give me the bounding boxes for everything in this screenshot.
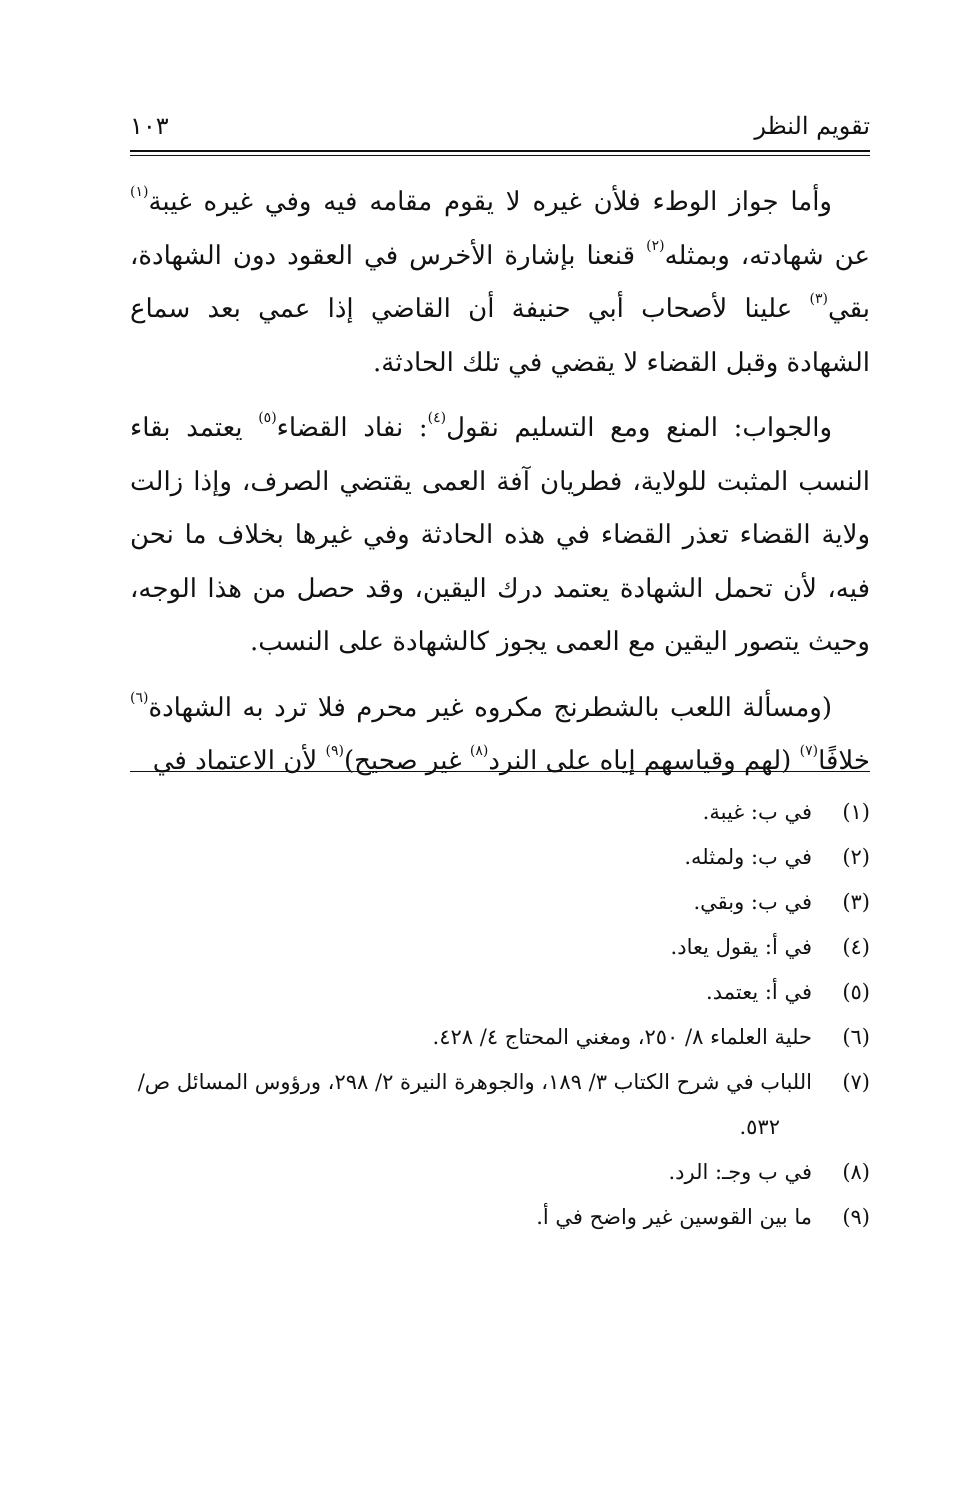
paragraph [130, 402, 870, 670]
footnote-text: في ب وجـ: الرد. [668, 1160, 812, 1184]
footnote-marker: (٩) [325, 743, 344, 759]
footnotes-list [130, 790, 870, 1240]
running-title: تقويم النظر [754, 112, 870, 140]
footnote-marker: (٥) [258, 410, 277, 426]
main-text [130, 176, 870, 789]
footnote-number: (٥) [842, 980, 870, 1004]
header-rule-thin [130, 155, 870, 156]
footnote-text: في ب: ولمثله. [684, 845, 812, 869]
text-run: غير صحيح) [343, 746, 470, 776]
footnote-item [130, 1015, 870, 1060]
footnote-number: (٤) [842, 935, 870, 959]
text-run: يعتمد بقاء النسب المثبت للولاية، فطريان آفة العمى يقتضي الصرف، وإذا زالت ولاية القضاء تعذر القضاء في هذه الحادثة وفي غيرها بخلاف ما نحن فيه، لأن تحمل الشهادة يعتمد درك اليقين، وقد حصل من هذا الوجه، وحيث يتصور اليقين مع العمى يجوز كالشهادة على النسب. [130, 413, 870, 657]
footnote-item [130, 970, 870, 1015]
running-header [130, 112, 870, 146]
footnote-marker: (٢) [646, 237, 665, 254]
footnote-marker: (٤) [427, 410, 447, 426]
footnote-text: حلية العلماء ٨/ ٢٥٠، ومغني المحتاج ٤/ ٤٢٨. [432, 1025, 812, 1049]
footnote-text: في أ: يقول يعاد. [670, 935, 812, 959]
text-run: (ومسألة اللعب بالشطرنج مكروه غير محرم فلا ترد به الشهادة [148, 692, 832, 723]
footnote-marker: (٣) [809, 291, 828, 307]
text-run: عن شهادته، وبمثله [664, 240, 870, 271]
footnote-text: اللباب في شرح الكتاب ٣/ ١٨٩، والجوهرة النيرة ٢/ ٢٩٨، ورؤوس المسائل ص/ ٥٣٢. [137, 1070, 812, 1139]
footnote-number: (٧) [842, 1070, 870, 1094]
footnote-number: (٦) [842, 1025, 870, 1049]
footnote-item [130, 1150, 870, 1195]
footnote-item [130, 835, 870, 880]
footnote-text: ما بين القوسين غير واضح في أ. [536, 1205, 812, 1229]
text-run: وأما جواز الوطء فلأن غيره لا يقوم مقامه فيه وفي غيره غيبة [148, 187, 832, 217]
footnote-text: في ب: غيبة. [702, 800, 812, 824]
footnote-number: (٩) [842, 1205, 870, 1229]
footnote-marker: (٨) [469, 743, 489, 759]
text-run: قنعنا بإشارة الأخرس في العقود دون الشهادة، بقي [130, 240, 870, 324]
text-run: والجواب: المنع ومع التسليم نقول [446, 413, 832, 443]
footnote-number: (٢) [842, 845, 870, 869]
footnote-number: (١) [842, 800, 870, 824]
header-rule-thick [130, 150, 870, 152]
text-run: (لهم وقياسهم إياه على النرد [488, 746, 800, 776]
footnote-separator [130, 771, 870, 772]
page-number: ١٠٣ [130, 112, 169, 140]
footnote-item [130, 790, 870, 835]
footnote-item [130, 925, 870, 970]
paragraph [130, 176, 870, 390]
footnote-text: في أ: يعتمد. [706, 980, 812, 1004]
text-run: خلافًا [818, 746, 870, 776]
footnote-marker: (٦) [130, 689, 149, 706]
footnote-number: (٨) [842, 1160, 870, 1184]
footnote-marker: (٧) [799, 743, 819, 759]
text-run: : نفاد القضاء [276, 413, 428, 443]
footnote-text: في ب: وبقي. [693, 890, 812, 914]
footnote-item [130, 880, 870, 925]
footnote-item [130, 1060, 870, 1150]
text-run: لأن الاعتماد في [152, 746, 326, 776]
text-run: علينا لأصحاب أبي حنيفة أن القاضي إذا عمي بعد سماع الشهادة وقبل القضاء لا يقضي في تلك الحادثة. [130, 294, 870, 378]
footnote-marker: (١) [130, 184, 149, 200]
paragraph [130, 682, 870, 789]
footnote-item [130, 1195, 870, 1240]
footnote-number: (٣) [842, 890, 870, 914]
